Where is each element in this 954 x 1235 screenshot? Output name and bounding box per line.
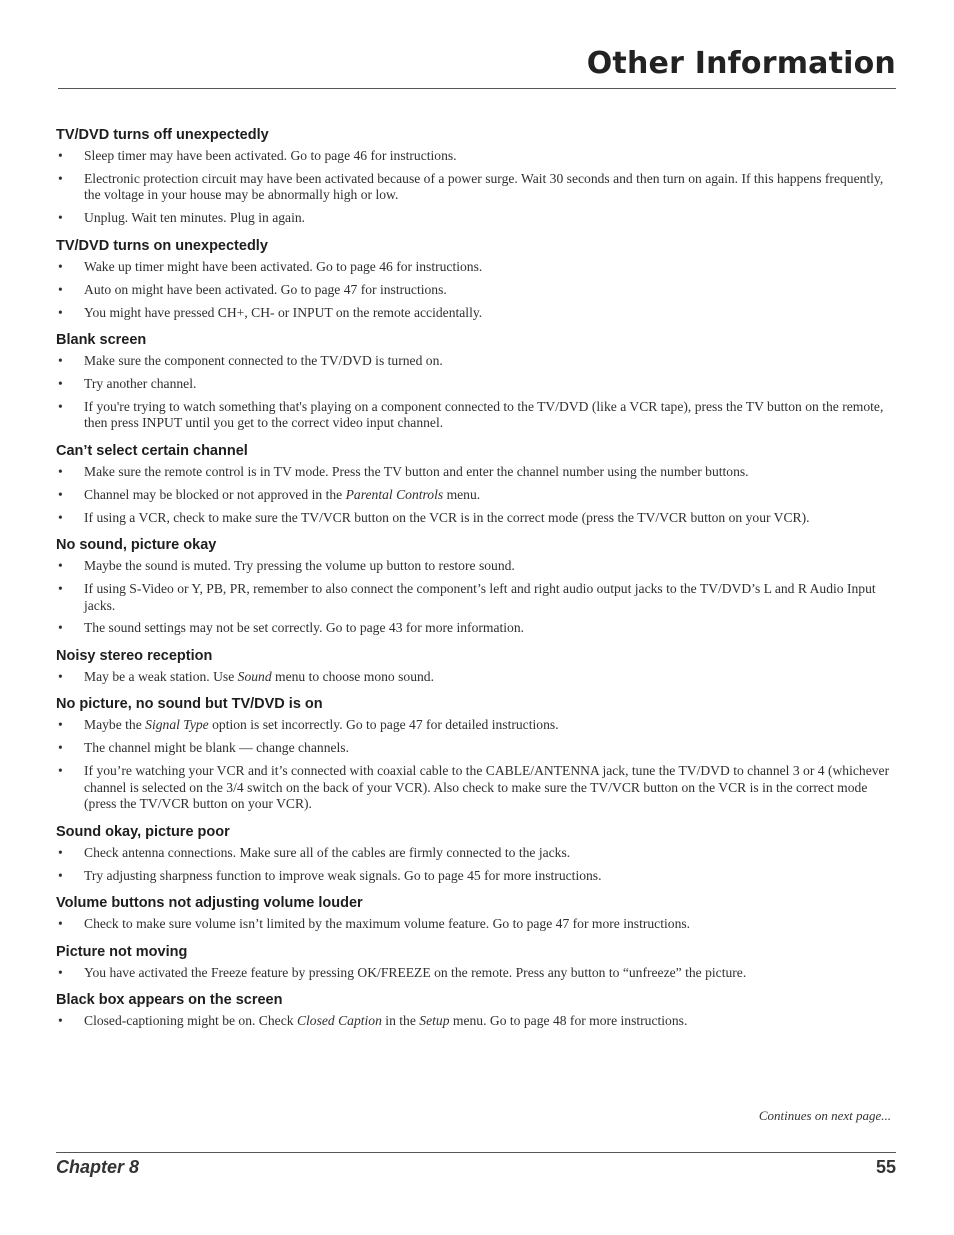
list-item: [56, 763, 896, 813]
bullet-icon: •: [58, 148, 63, 163]
item-text: You have activated the Freeze feature by pressing OK/FREEZE on the remote. Press any button to “unfreeze” the picture.: [84, 964, 747, 980]
section-heading: TV/DVD turns off unexpectedly: [56, 127, 269, 143]
bullet-list: [56, 558, 896, 637]
item-text: Wake up timer might have been activated. Go to page 46 for instructions.: [84, 258, 483, 274]
section: [56, 331, 896, 432]
section-heading: Volume buttons not adjusting volume louder: [56, 895, 363, 912]
item-text: If using S-Video or Y, PB, PR, remember to also connect the component’s left and right audio output jacks to the TV/DVD’s L and R Audio Input jacks.: [84, 581, 876, 613]
section-heading: Blank screen: [56, 332, 147, 349]
menu-name-text: Parental Controls: [345, 486, 444, 502]
list-item: [56, 620, 896, 637]
item-text: If you’re watching your VCR and it’s connected with coaxial cable to the CABLE/ANTENNA jack, tune the TV/DVD to channel 3 or 4 (whichever channel is selected on the 3/4 switch on the back of your VCR). Also check to make sure the TV/VCR button on the VCR is in the correct mode (press the TV/VCR button on your VCR).: [84, 763, 890, 812]
continues-note: Continues on next page...: [758, 1108, 891, 1123]
bullet-icon: •: [58, 281, 63, 297]
bullet-icon: •: [58, 509, 63, 525]
menu-name-text: Closed Caption: [296, 1013, 382, 1029]
bullet-list: [56, 1013, 896, 1030]
footer-divider: [56, 1152, 896, 1153]
bullet-list: [56, 916, 896, 933]
item-text: in the: [381, 1013, 420, 1029]
list-item: [56, 171, 896, 204]
item-text: Unplug. Wait ten minutes. Plug in again.: [84, 210, 306, 226]
section: [56, 536, 896, 637]
list-item: [56, 399, 896, 432]
bullet-icon: •: [58, 398, 63, 414]
item-text: Try another channel.: [84, 375, 197, 391]
list-item: [56, 510, 896, 527]
bullet-list: [56, 353, 896, 432]
bullet-icon: •: [58, 353, 63, 369]
list-item: [56, 965, 896, 982]
item-text: menu. Go to page 48 for more instructions.: [449, 1013, 688, 1029]
list-item: [56, 868, 896, 885]
section: [56, 695, 896, 812]
list-item: [56, 669, 896, 686]
page-number: 55: [875, 1157, 896, 1177]
list-item: [56, 581, 896, 614]
bullet-list: [56, 965, 896, 982]
bullet-icon: •: [58, 1013, 63, 1029]
section: [56, 237, 896, 321]
item-text: Check antenna connections. Make sure all of the cables are firmly connected to the jacks.: [84, 844, 571, 860]
item-text: option is set incorrectly. Go to page 47 for detailed instructions.: [208, 717, 559, 733]
menu-name-text: Setup: [419, 1013, 450, 1029]
item-text: Channel may be blocked or not approved in the: [84, 486, 346, 502]
section-heading: Sound okay, picture poor: [56, 823, 230, 840]
item-text: The sound settings may not be set correctly. Go to page 43 for more information.: [84, 620, 525, 636]
list-item: [56, 1013, 896, 1030]
section-heading: Picture not moving: [56, 943, 188, 960]
bullet-list: [56, 717, 896, 812]
bullet-list: [56, 464, 896, 526]
list-item: [56, 376, 896, 393]
item-text: You might have pressed CH+, CH- or INPUT on the remote accidentally.: [84, 304, 483, 320]
item-text: Maybe the sound is muted. Try pressing the volume up button to restore sound.: [84, 558, 515, 574]
bullet-icon: •: [58, 558, 63, 574]
item-text: If you're trying to watch something that's playing on a component connected to the TV/DVD (like a VCR tape), press the TV button on the remote, then press INPUT until you get to the correct video input channel.: [84, 398, 884, 431]
bullet-icon: •: [58, 964, 63, 980]
bullet-icon: •: [58, 867, 63, 883]
item-text: Maybe the: [84, 717, 146, 733]
section: [56, 943, 896, 982]
list-item: [56, 717, 896, 734]
section-heading: Black box appears on the screen: [56, 992, 283, 1009]
list-item: [56, 353, 896, 370]
item-text: Check to make sure volume isn’t limited by the maximum volume feature. Go to page 47 for more instructions.: [84, 916, 691, 932]
item-text: Closed-captioning might be on. Check: [84, 1013, 297, 1029]
item-text: Make sure the component connected to the TV/DVD is turned on.: [84, 353, 443, 369]
bullet-icon: •: [58, 844, 63, 860]
bullet-icon: •: [58, 620, 63, 636]
bullet-icon: •: [58, 763, 63, 779]
list-item: [56, 487, 896, 504]
list-item: [56, 259, 896, 276]
header-divider: [58, 88, 896, 89]
section-heading: No picture, no sound but TV/DVD is on: [56, 696, 323, 713]
item-text: Try adjusting sharpness function to improve weak signals. Go to page 45 for more instructions.: [84, 867, 602, 883]
bullet-list: [56, 845, 896, 884]
chapter-label: Chapter 8: [56, 1157, 140, 1177]
bullet-icon: •: [58, 916, 63, 932]
bullet-icon: •: [58, 375, 63, 391]
list-item: [56, 464, 896, 481]
bullet-icon: •: [58, 170, 63, 186]
section: [56, 991, 896, 1030]
list-item: [56, 282, 896, 299]
section-heading: Can’t select certain channel: [56, 442, 248, 459]
item-text: Electronic protection circuit may have been activated because of a power surge. Wait 30 seconds and then turn on again. If this happens frequently, the voltage in your house may be abnormally high or low.: [84, 170, 884, 203]
bullet-list: [56, 148, 896, 227]
item-text: Sleep timer may have been activated. Go to page 46 for instructions.: [84, 148, 457, 163]
list-item: [56, 148, 896, 165]
item-text: The channel might be blank — change channels.: [84, 740, 349, 756]
troubleshooting-content: [56, 126, 896, 1040]
item-text: Make sure the remote control is in TV mode. Press the TV button and enter the channel number using the number buttons.: [84, 463, 749, 479]
bullet-icon: •: [58, 486, 63, 502]
section-heading: TV/DVD turns on unexpectedly: [56, 237, 268, 254]
menu-name-text: Sound: [237, 668, 272, 684]
section: [56, 647, 896, 686]
item-text: menu to choose mono sound.: [271, 668, 434, 684]
section-heading: Noisy stereo reception: [56, 647, 213, 664]
section: [56, 894, 896, 933]
list-item: [56, 558, 896, 575]
section: [56, 442, 896, 526]
item-text: May be a weak station. Use: [84, 668, 238, 684]
section: [56, 126, 896, 227]
bullet-icon: •: [58, 668, 63, 684]
item-text: If using a VCR, check to make sure the TV/VCR button on the VCR is in the correct mode (press the TV/VCR button on your VCR).: [84, 509, 810, 525]
section-heading: No sound, picture okay: [56, 537, 217, 554]
list-item: [56, 845, 896, 862]
item-text: Auto on might have been activated. Go to page 47 for instructions.: [84, 281, 447, 297]
list-item: [56, 305, 896, 322]
bullet-list: [56, 259, 896, 321]
bullet-icon: •: [58, 581, 63, 597]
bullet-list: [56, 669, 896, 686]
bullet-icon: •: [58, 258, 63, 274]
section: [56, 823, 896, 884]
bullet-icon: •: [58, 740, 63, 756]
bullet-icon: •: [58, 304, 63, 320]
menu-name-text: Signal Type: [145, 717, 209, 733]
list-item: [56, 740, 896, 757]
bullet-icon: •: [58, 717, 63, 733]
bullet-icon: •: [58, 463, 63, 479]
list-item: [56, 916, 896, 933]
list-item: [56, 210, 896, 227]
bullet-icon: •: [58, 210, 63, 226]
item-text: menu.: [443, 486, 481, 502]
page-title: Other Information: [586, 46, 896, 81]
